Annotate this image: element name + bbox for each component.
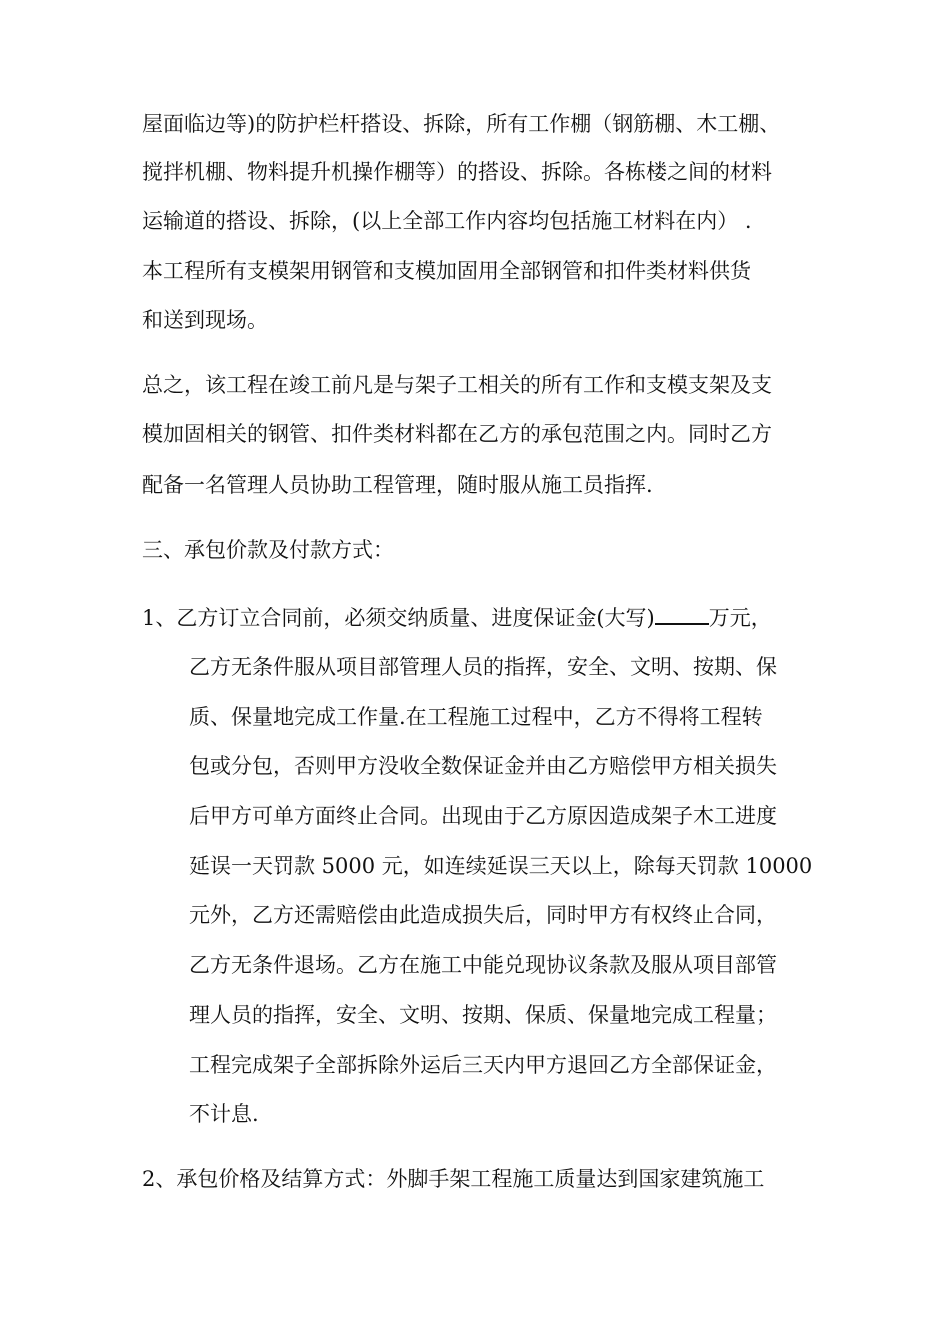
paragraph-line: 和送到现场。 [142,308,268,332]
list-item-line: 乙方无条件退场。乙方在施工中能兑现协议条款及服从项目部管 [189,953,777,977]
list-item-line: 元外，乙方还需赔偿由此造成损失后，同时甲方有权终止合同， [189,903,777,927]
list-item-1-text-end: 万元， [708,606,772,630]
list-item-line: 不计息. [189,1102,259,1126]
list-item-line: 质、保量地完成工作量.在工程施工过程中，乙方不得将工程转 [189,705,763,729]
list-item-line: 延误一天罚款 5000 元，如连续延误三天以上，除每天罚款 10000 [189,854,813,878]
fill-in-blank [655,603,709,625]
list-item-1-text: 1、乙方订立合同前，必须交纳质量、进度保证金(大写) [142,606,655,630]
list-item-line: 乙方无条件服从项目部管理人员的指挥，安全、文明、按期、保 [189,655,777,679]
list-item-line: 包或分包，否则甲方没收全数保证金并由乙方赔偿甲方相关损失 [189,754,777,778]
list-item-line: 工程完成架子全部拆除外运后三天内甲方退回乙方全部保证金， [189,1053,777,1077]
list-item-line: 理人员的指挥，安全、文明、按期、保质、保量地完成工程量； [189,1003,777,1027]
list-item-2: 2、承包价格及结算方式：外脚手架工程施工质量达到国家建筑施工 [142,1167,765,1191]
list-item-line: 后甲方可单方面终止合同。出现由于乙方原因造成架子木工进度 [189,804,777,828]
list-item-1-first-line [142,603,772,632]
paragraph-line: 本工程所有支模架用钢管和支模加固用全部钢管和扣件类材料供货 [142,259,751,283]
section-heading: 三、承包价款及付款方式： [142,538,394,562]
paragraph-line: 总之，该工程在竣工前凡是与架子工相关的所有工作和支模支架及支 [142,373,772,397]
paragraph-line: 搅拌机棚、物料提升机操作棚等）的搭设、拆除。各栋楼之间的材料 [142,160,772,184]
paragraph-line: 模加固相关的钢管、扣件类材料都在乙方的承包范围之内。同时乙方 [142,422,772,446]
paragraph-line: 运输道的搭设、拆除，(以上全部工作内容均包括施工材料在内） . [142,209,752,233]
paragraph-line: 屋面临边等)的防护栏杆搭设、拆除，所有工作棚（钢筋棚、木工棚、 [142,112,781,136]
paragraph-line: 配备一名管理人员协助工程管理，随时服从施工员指挥. [142,473,653,497]
